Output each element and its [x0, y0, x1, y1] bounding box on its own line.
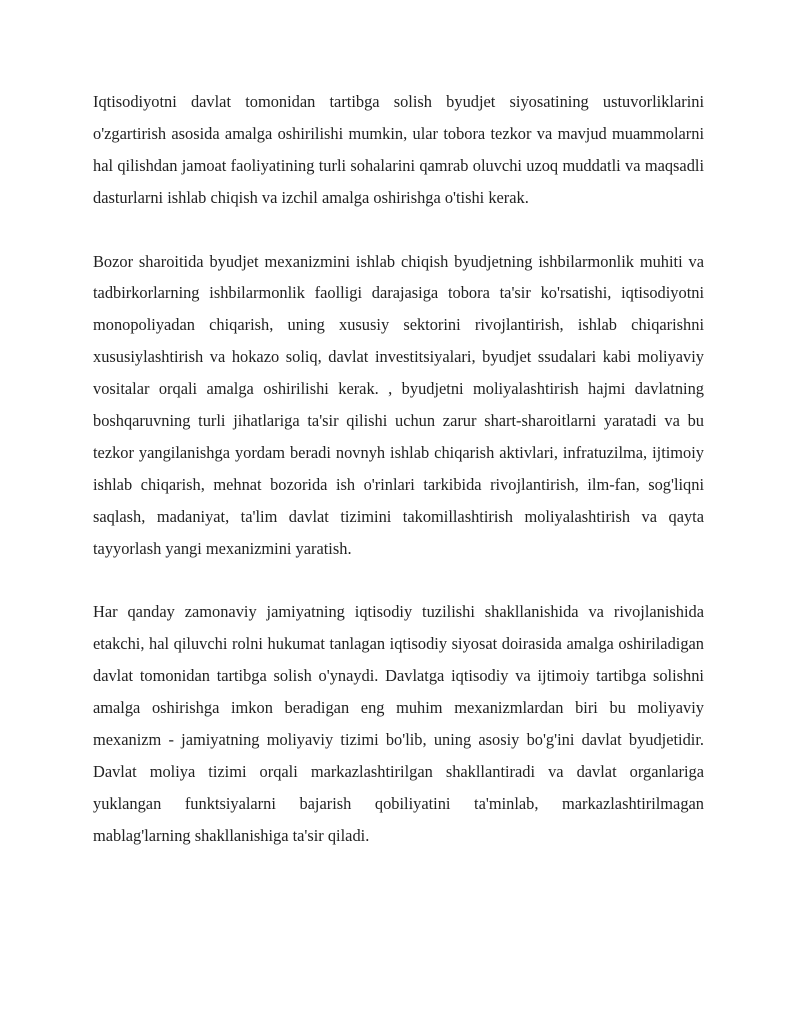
paragraph-1: Iqtisodiyotni davlat tomonidan tartibga solish byudjet siyosatining ustuvorliklarini o'zgartirish asosida amalga oshirilishi mumkin, ular tobora tezkor va mavjud muammolarni hal qilishdan jamoat faoliyatining turli sohalarini qamrab oluvchi uzoq muddatli va maqsadli dasturlarni ishlab chiqish va izchil amalga oshirishga o'tishi kerak. — [93, 92, 704, 207]
paragraph-3: Har qanday zamonaviy jamiyatning iqtisodiy tuzilishi shakllanishida va rivojlanishida etakchi, hal qiluvchi rolni hukumat tanlagan iqtisodiy siyosat doirasida amalga oshiriladigan davlat tomonidan tartibga solish o'ynaydi. Davlatga iqtisodiy va ijtimoiy tartibga solishni amalga oshirishga imkon beradigan eng muhim mexanizmlardan biri bu moliyaviy mexanizm - jamiyatning moliyaviy tizimi bo'lib, uning asosiy bo'g'ini davlat byudjetidir. Davlat moliya tizimi orqali markazlashtirilgan shakllantiradi va davlat organlariga yuklangan funktsiyalarni bajarish qobiliyatini ta'minlab, markazlashtirilmagan mablag'larning shakllanishiga ta'sir qiladi. — [93, 602, 704, 845]
document-page — [93, 86, 704, 884]
paragraph-2: Bozor sharoitida byudjet mexanizmini ishlab chiqish byudjetning ishbilarmonlik muhiti va tadbirkorlarning ishbilarmonlik faolligi darajasiga tobora ta'sir ko'rsatishi, iqtisodiyotni monopoliyadan chiqarish, uning xususiy sektorini rivojlantirish, ishlab chiqarishni xususiylashtirish va hokazo soliq, davlat investitsiyalari, byudjet ssudalari kabi moliyaviy vositalar orqali amalga oshirilishi kerak. , byudjetni moliyalashtirish hajmi davlatning boshqaruvning turli jihatlariga ta'sir qilishi uchun zarur shart-sharoitlarni yaratadi va bu tezkor yangilanishga yordam beradi novnyh ishlab chiqarish aktivlari, infratuzilma, ijtimoiy ishlab chiqarish, mehnat bozorida ish o'rinlari tarkibida rivojlantirish, ilm-fan, sog'liqni saqlash, madaniyat, ta'lim davlat tizimini takomillashtirish moliyalashtirish va qayta tayyorlash yangi mexanizmini yaratish. — [93, 251, 704, 558]
